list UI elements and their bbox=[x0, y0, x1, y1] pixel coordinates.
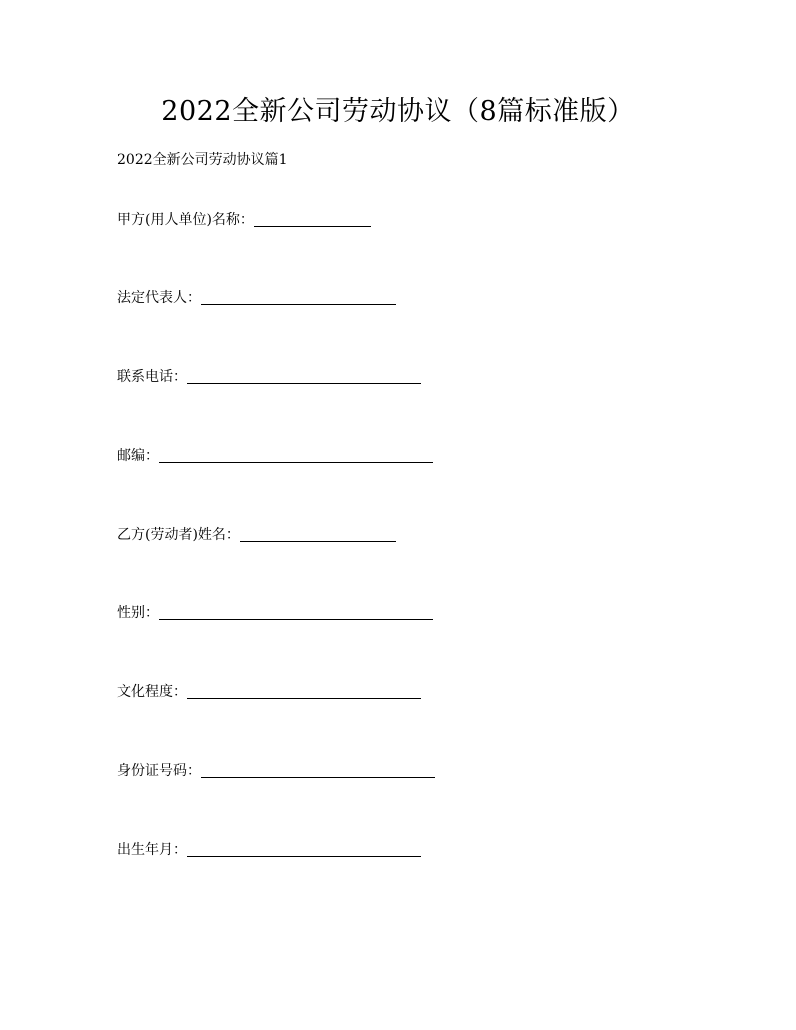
fill-in-blank[interactable] bbox=[240, 540, 396, 542]
fill-in-blank[interactable] bbox=[254, 225, 371, 227]
field-label: 法定代表人： bbox=[117, 290, 201, 306]
field-label: 文化程度： bbox=[117, 684, 187, 700]
field-label: 性别： bbox=[117, 605, 159, 621]
fill-in-blank[interactable] bbox=[187, 855, 421, 857]
field-birth-date bbox=[117, 840, 421, 860]
field-label: 邮编： bbox=[117, 448, 159, 464]
field-legal-representative bbox=[117, 288, 396, 308]
field-label: 出生年月： bbox=[117, 842, 187, 858]
field-label: 联系电话： bbox=[117, 369, 187, 385]
field-label: 乙方(劳动者)姓名： bbox=[117, 527, 240, 543]
field-gender bbox=[117, 603, 433, 623]
fill-in-blank[interactable] bbox=[159, 461, 433, 463]
field-label: 甲方(用人单位)名称： bbox=[117, 212, 254, 228]
field-phone bbox=[117, 367, 421, 387]
field-employer-name bbox=[117, 210, 371, 230]
field-education bbox=[117, 682, 421, 702]
fill-in-blank[interactable] bbox=[187, 382, 421, 384]
fill-in-blank[interactable] bbox=[159, 618, 433, 620]
field-postal-code bbox=[117, 446, 433, 466]
fill-in-blank[interactable] bbox=[187, 697, 421, 699]
field-label: 身份证号码： bbox=[117, 763, 201, 779]
fill-in-blank[interactable] bbox=[201, 776, 435, 778]
field-id-number bbox=[117, 761, 435, 781]
section-heading: 2022全新公司劳动协议篇1 bbox=[117, 152, 288, 168]
fill-in-blank[interactable] bbox=[201, 303, 396, 305]
field-employee-name bbox=[117, 525, 396, 545]
document-title: 2022全新公司劳动协议（8篇标准版） bbox=[161, 96, 635, 127]
